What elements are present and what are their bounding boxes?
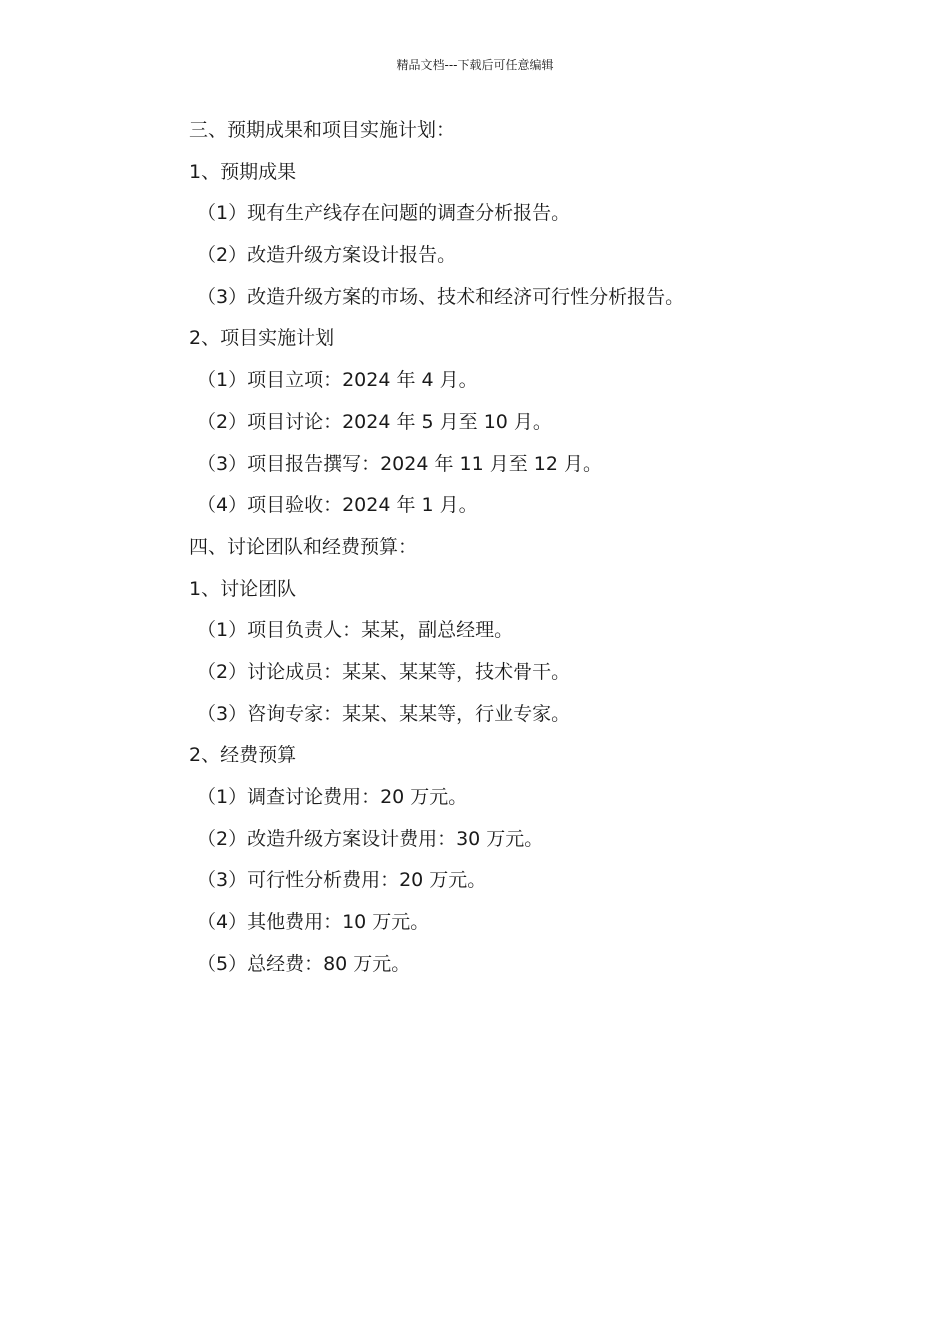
list-item: （2）改造升级方案设计报告。 <box>197 244 457 267</box>
section-heading-outcomes-plan: 三、预期成果和项目实施计划： <box>189 119 456 141</box>
subheading-implementation-plan: 2、项目实施计划 <box>189 327 335 350</box>
list-item: （4）项目验收：2024 年 1 月。 <box>197 494 478 517</box>
section-heading-team-budget: 四、讨论团队和经费预算： <box>189 535 418 558</box>
list-item: （1）项目负责人：某某，副总经理。 <box>197 619 514 642</box>
list-item: （3）项目报告撰写：2024 年 11 月至 12 月。 <box>197 452 602 475</box>
list-item: （1）调查讨论费用：20 万元。 <box>197 786 468 808</box>
list-item: （4）其他费用：10 万元。 <box>197 911 430 934</box>
list-item: （1）项目立项：2024 年 4 月。 <box>197 369 478 392</box>
list-item: （3）咨询专家：某某、某某等，行业专家。 <box>197 702 571 725</box>
list-item: （3）可行性分析费用：20 万元。 <box>197 869 487 892</box>
subheading-budget: 2、经费预算 <box>189 744 297 767</box>
list-item: （1）现有生产线存在问题的调查分析报告。 <box>197 202 571 225</box>
list-item: （2）改造升级方案设计费用：30 万元。 <box>197 827 544 850</box>
page-header: 精品文档---下载后可任意编辑 <box>396 58 554 72</box>
subheading-expected-outcomes: 1、预期成果 <box>189 160 297 183</box>
list-item: （2）讨论成员：某某、某某等，技术骨干。 <box>197 660 571 683</box>
list-item: （2）项目讨论：2024 年 5 月至 10 月。 <box>197 410 552 433</box>
list-item: （5）总经费：80 万元。 <box>197 952 411 975</box>
document-body <box>189 115 829 990</box>
list-item: （3）改造升级方案的市场、技术和经济可行性分析报告。 <box>197 285 685 308</box>
subheading-team: 1、讨论团队 <box>189 577 297 600</box>
